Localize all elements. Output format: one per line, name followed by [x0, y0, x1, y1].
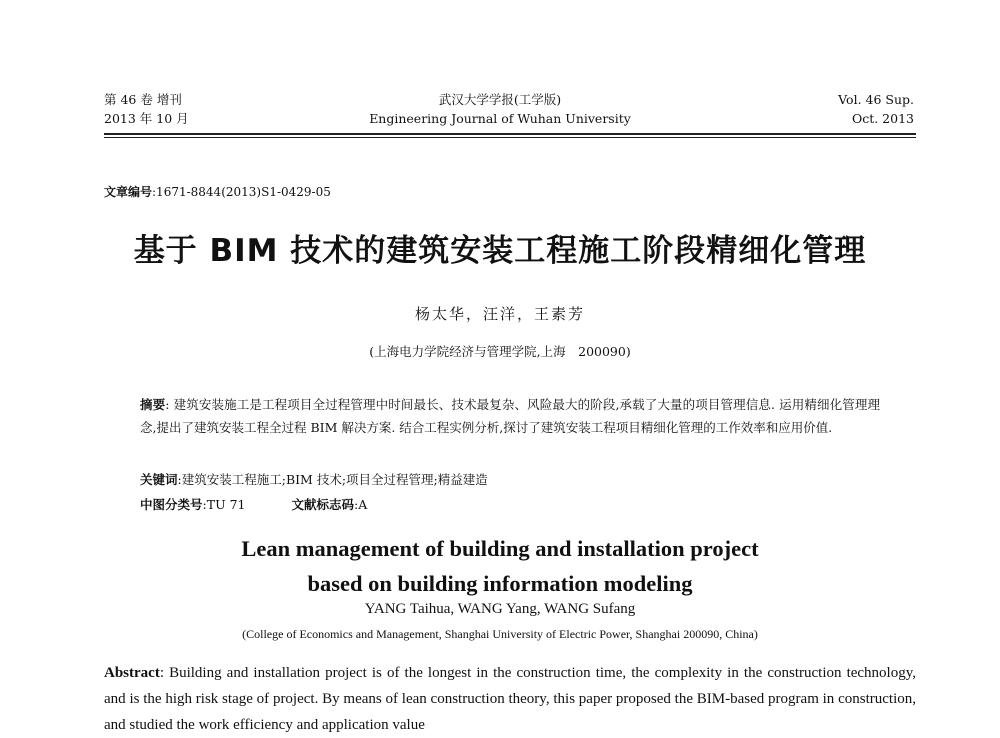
- classification-line: [140, 494, 880, 516]
- affiliation-chinese: (上海电力学院经济与管理学院,上海 200090): [369, 344, 631, 359]
- abstract-chinese: [140, 394, 880, 439]
- title-english: [0, 531, 1000, 601]
- article-number-label: 文章编号: [104, 185, 153, 199]
- header-rule-thick: [104, 133, 916, 135]
- header-date-cn: 2013 年 10 月: [104, 111, 189, 126]
- title-en-line1: Lean management of building and installation project: [241, 536, 759, 561]
- header-rule-thin: [104, 137, 916, 138]
- doc-code-value: :A: [354, 497, 368, 512]
- abstract-en-text: : Building and installation project is of the longest in the construction time, the complexity in the construction technology, and is the high risk stage of project. By means of lean construction theory, this paper proposed the BIM-based program in construction, and studied the work efficiency and application value: [104, 665, 916, 733]
- authors-chinese: 杨太华，汪洋，王素芳: [414, 305, 585, 323]
- clc-label: 中图分类号: [140, 497, 203, 512]
- authors-english: YANG Taihua, WANG Yang, WANG Sufang: [364, 601, 636, 617]
- header-journal: [300, 90, 700, 128]
- header-vol-en: Vol. 46 Sup.: [838, 92, 914, 107]
- clc-value: :TU 71: [202, 497, 246, 512]
- abstract-cn-label: 摘要: [140, 397, 166, 412]
- title-en-line2: based on building information modeling: [307, 571, 693, 596]
- title-chinese: 基于 BIM 技术的建筑安装工程施工阶段精细化管理: [133, 233, 867, 269]
- header-date-en: Oct. 2013: [851, 111, 914, 126]
- keywords-chinese: [140, 469, 880, 491]
- article-number: [104, 183, 331, 200]
- article-number-value: :1671-8844(2013)S1-0429-05: [152, 185, 331, 199]
- journal-name-en: Engineering Journal of Wuhan University: [369, 111, 631, 126]
- keywords-cn-text: :建筑安装工程施工;BIM 技术;项目全过程管理;精益建造: [177, 472, 488, 487]
- header-volume-en: [780, 90, 914, 128]
- affiliation-english: (College of Economics and Management, Shanghai University of Electric Power, Shanghai 200090, China): [242, 627, 758, 641]
- header-volume: 第 46 卷 增刊: [104, 92, 182, 107]
- doc-code-label: 文献标志码: [291, 497, 354, 512]
- abstract-cn-text: : 建筑安装施工是工程项目全过程管理中时间最长、技术最复杂、风险最大的阶段,承载了大量的项目管理信息. 运用精细化管理理念,提出了建筑安装工程全过程 BIM 解决方案. 结合工程实例分析,探讨了建筑安装工程项目精细化管理的工作效率和应用价值.: [140, 397, 880, 435]
- abstract-english: [104, 660, 916, 738]
- abstract-en-label: Abstract: [104, 665, 160, 681]
- journal-name-cn: 武汉大学学报(工学版): [438, 92, 562, 107]
- header-volume-info: [104, 90, 189, 128]
- keywords-cn-label: 关键词: [140, 472, 178, 487]
